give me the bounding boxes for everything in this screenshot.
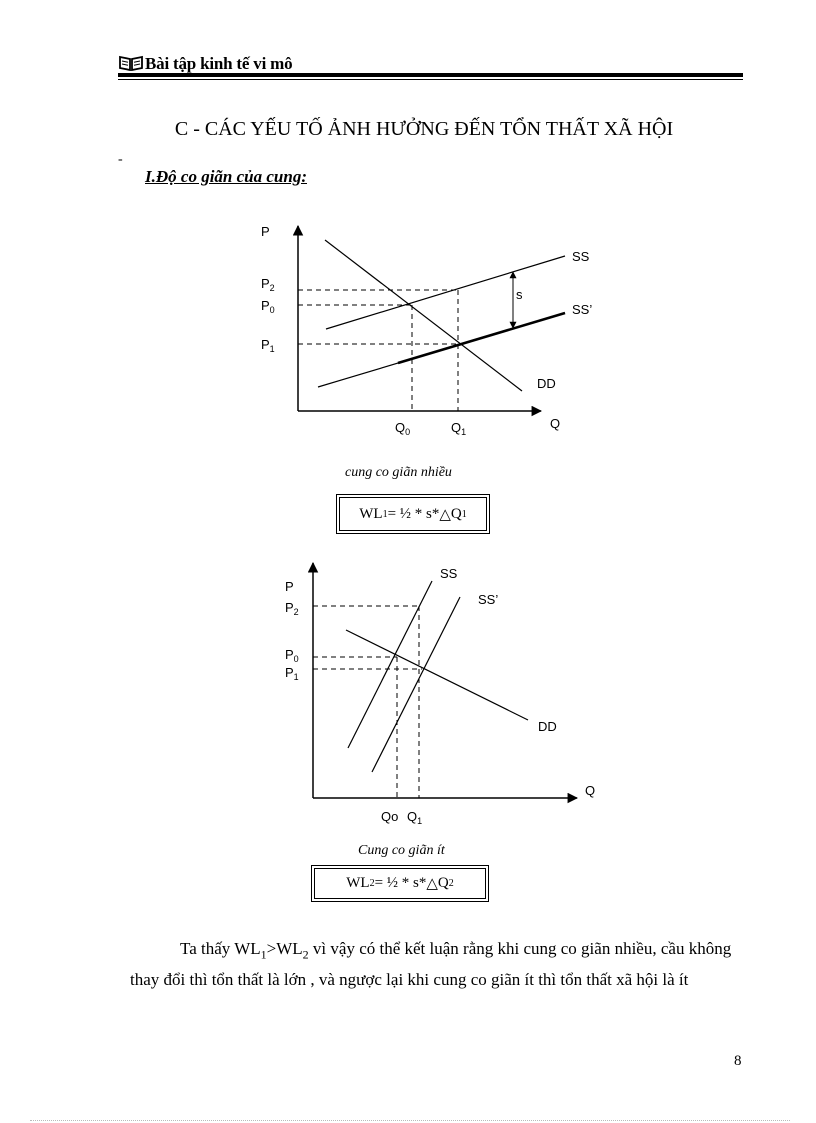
chart1-formula-box: [336, 494, 490, 534]
chart2-label-p1: $P_1$: [285, 665, 299, 682]
chart2-label-p2: $P_2$: [285, 600, 299, 617]
chart1-label-dd: DD: [537, 376, 556, 391]
chart1-ss-line: [326, 256, 565, 329]
subsection-title: I.Độ co giãn của cung:: [145, 167, 307, 186]
chart1-label-s: s: [516, 287, 523, 302]
chart2-label-p: P: [285, 579, 294, 594]
chart2-guides: [313, 606, 422, 798]
chart2-label-q1: $Q_1$: [407, 809, 423, 826]
chart1-label-q: Q: [550, 416, 561, 431]
chart1-label-p2: $P_2$: [261, 276, 275, 293]
chart1-label-ss: SS: [572, 249, 590, 264]
chart1-label-q0: $Q_0$: [395, 420, 411, 437]
chart1-label-ss-prime: SS’: [572, 302, 593, 317]
header-title-text: Bài tập kinh tế vi mô: [145, 54, 293, 73]
chart1-label-p1: $P_1$: [261, 337, 275, 354]
section-title: C - CÁC YẾU TỐ ẢNH HƯỞNG ĐẾN TỔN THẤT XÃ HỘI: [174, 118, 674, 140]
chart1-dd-line: [325, 240, 522, 391]
chart2-label-ss: SS: [440, 566, 458, 581]
chart1-label-p: P: [261, 224, 270, 239]
chart2-label-ss-prime: SS’: [478, 592, 499, 607]
chart1-guides: [298, 290, 458, 411]
conclusion-paragraph: Ta thấy $WL_1>WL_2$ vì vậy có thể kết luận rằng khi cung co giãn nhiều, cầu không thay đổi thì tổn thất là lớn , và ngược lại khi cung co giãn ít thì tổn thất xã hội là ít: [130, 939, 732, 990]
chart2-caption: Cung co giãn ít: [358, 843, 445, 858]
chart2-formula: WL 2 = ½ * s* △ Q 2: [314, 868, 486, 899]
chart2-label-q0: Qo: [381, 809, 399, 824]
chart1-ss-prime-bold: [398, 313, 565, 363]
chart2-ss-prime-line: [372, 597, 460, 772]
dash-mark: -: [118, 152, 123, 167]
page-number: 8: [734, 1053, 742, 1069]
chart1-label-q1: $Q_1$: [451, 420, 467, 437]
footer-divider: [30, 1120, 790, 1121]
chart2-label-p0: $P_0$: [285, 647, 299, 664]
chart1-caption: cung co giãn nhiều: [345, 465, 452, 480]
chart2-formula-box: [311, 865, 489, 902]
chart1-label-p0: $P_0$: [261, 298, 275, 315]
chart1-formula: WL 1 = ½ * s* △ Q 1: [339, 497, 487, 531]
chart2-label-q: Q: [585, 783, 596, 798]
chart2-label-dd: DD: [538, 719, 557, 734]
